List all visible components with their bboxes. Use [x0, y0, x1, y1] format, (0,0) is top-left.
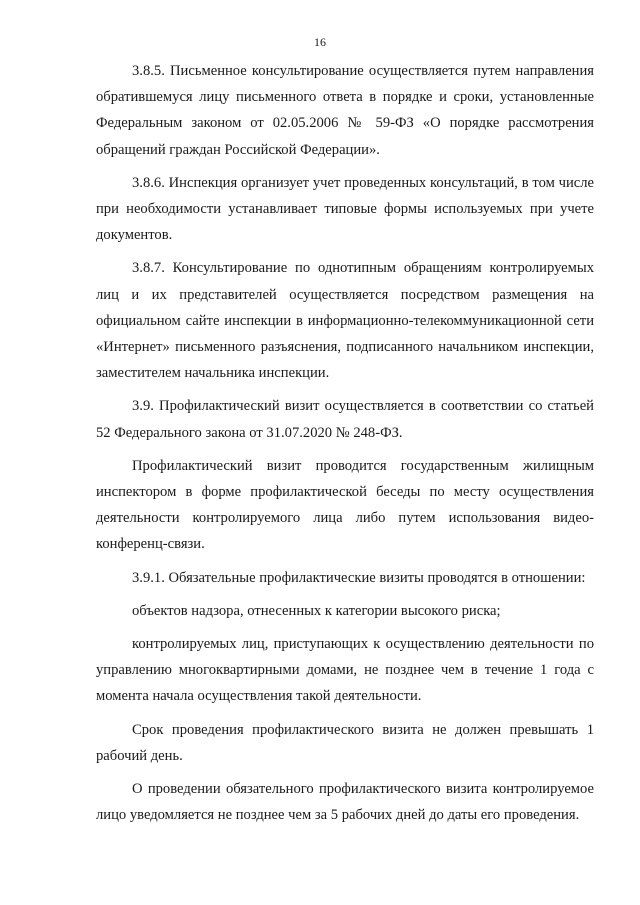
paragraph-preventive-visit: Профилактический визит проводится государственным жилищным инспектором в форме профилактической беседы по месту осуществления деятельности контролируемого лица либо путем использования видео-конференц-связи. — [96, 457, 594, 553]
page-number: 16 — [314, 35, 326, 49]
paragraph-3-9-1: 3.9.1. Обязательные профилактические визиты проводятся в отношении: — [132, 569, 586, 586]
paragraph-visit-duration: Срок проведения профилактического визита не должен превышать 1 рабочий день. — [96, 721, 594, 764]
paragraph-3-8-6: 3.8.6. Инспекция организует учет проведенных консультаций, в том числе при необходимости устанавливает типовые формы используемых при учете документов. — [96, 174, 594, 244]
document-body — [96, 58, 594, 828]
paragraph-controlled-persons: контролируемых лиц, приступающих к осуществлению деятельности по управлению многоквартирными домами, не позднее чем в течение 1 года с момента начала осуществления такой деятельности. — [96, 636, 594, 705]
paragraph-3-9: 3.9. Профилактический визит осуществляется в соответствии со статьей 52 Федерального закона от 31.07.2020 № 248-ФЗ. — [96, 398, 594, 441]
paragraph-high-risk-objects: объектов надзора, отнесенных к категории высокого риска; — [132, 602, 501, 619]
paragraph-3-8-7: 3.8.7. Консультирование по однотипным обращениям контролируемых лиц и их представителей осуществляется посредством размещения на официальном сайте инспекции в информационно-телекоммуникационной сети «Интернет» письменного разъяснения, подписанного начальником инспекции, заместителем начальника инспекции. — [96, 260, 594, 382]
paragraph-notification: О проведении обязательного профилактического визита контролируемое лицо уведомляется не позднее чем за 5 рабочих дней до даты его проведения. — [96, 781, 594, 824]
paragraph-3-8-5: 3.8.5. Письменное консультирование осуществляется путем направления обратившемуся лицу письменного ответа в порядке и сроки, установленные Федеральным законом от 02.05.2006 № 59-ФЗ «О порядке рассмотрения обращений граждан Российской Федерации». — [96, 63, 594, 158]
